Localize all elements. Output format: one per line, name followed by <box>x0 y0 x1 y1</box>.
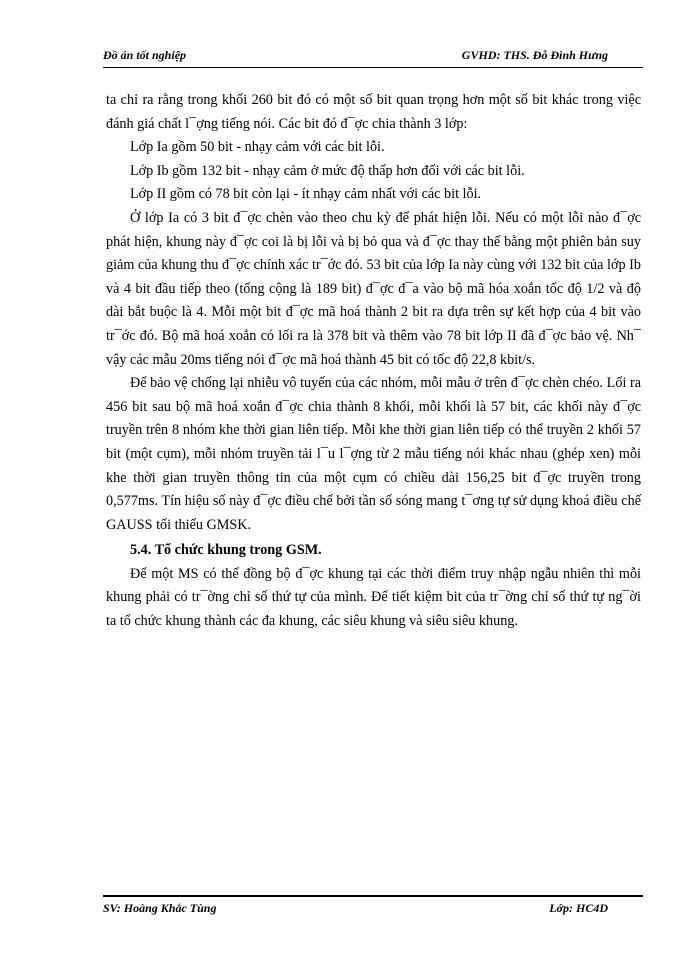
paragraph-2: Ở lớp Ia có 3 bit đ¯ợc chèn vào theo chu kỳ để phát hiện lỗi. Nếu có một lỗi nào đ¯ợc phát hiện, khung này đ¯ợc coi là bị lỗi và bị bỏ qua và đ¯ợc thay thế bằng một phiên bản suy giảm của khung thu đ¯ợc chính xác tr¯ớc đó. 53 bit của lớp Ia này cùng với 132 bit của lớp Ib và 4 bit đầu tiếp theo (tổng cộng là 189 bit) đ¯ợc đ¯a vào bộ mã hóa xoắn tốc độ 1/2 và độ dài bắt buộc là 4. Mỗi một bit đ¯ợc mã hoá thành 2 bit ra dựa trên sự kết hợp của 4 bit vào tr¯ớc đó. Bộ mã hoá xoắn có lối ra là 378 bit và thêm vào 78 bit lớp II đã đ¯ợc bảo vệ. Nh¯ vậy các mẫu 20ms tiếng nói đ¯ợc mã hoá thành 45 bit có tốc độ 22,8 kbit/s. <box>106 209 641 368</box>
paragraph-1: ta chỉ ra rằng trong khối 260 bit đó có một số bit quan trọng hơn một số bit khác trong việc đánh giá chất l¯ợng tiếng nói. Các bit đó đ¯ợc chia thành 3 lớp: <box>106 92 641 132</box>
footer-student: SV: Hoàng Khắc Tùng <box>103 901 217 915</box>
page-footer <box>103 901 608 916</box>
list-item-layer-ii: Lớp II gồm có 78 bit còn lại - ít nhạy cảm nhất với các bit lỗi. <box>130 186 482 203</box>
header-rule <box>103 67 643 68</box>
footer-rule <box>103 895 643 897</box>
page-header <box>103 48 608 63</box>
footer-class: Lớp: HC4D <box>549 901 608 915</box>
paragraph-3: Để bảo vệ chống lại nhiễu vô tuyến của các nhóm, mỗi mẫu ở trên đ¯ợc chèn chéo. Lối ra 456 bit sau bộ mã hoá xoắn đ¯ợc chia thành 8 khối, mỗi khối là 57 bit, các khối này đ¯ợc truyền trên 8 nhóm khe thời gian liên tiếp. Mỗi khe thời gian liên tiếp có thể truyền 2 khối 57 bit (một cụm), mỗi nhóm truyền tải l¯u l¯ợng từ 2 mẫu tiếng nói khác nhau (ghép xen) mỗi khe thời gian truyền thông tin của một cụm có chiều dài 156,25 bit đ¯ợc truyền trong 0,577ms. Tín hiệu số này đ¯ợc điều chế bởi tần số sóng mang t¯ơng tự sử dụng khoá điều chế GAUSS tối thiểu GMSK. <box>106 375 641 533</box>
header-title: Đồ án tốt nghiệp <box>103 48 187 62</box>
paragraph-4: Để một MS có thể đồng bộ đ¯ợc khung tại các thời điểm truy nhập ngẫu nhiên thì mỗi khung phải có tr¯ờng chỉ số thứ tự của mình. Để tiết kiệm bit của tr¯ờng chỉ số thứ tự ng¯ời ta tổ chức khung thành các đa khung, các siêu khung và siêu siêu khung. <box>106 565 641 630</box>
list-item-layer-ia: Lớp Ia gồm 50 bit - nhạy cảm với các bit lỗi. <box>130 139 385 156</box>
header-supervisor: GVHD: THS. Đỗ Đình Hưng <box>461 48 608 62</box>
document-body <box>106 89 641 634</box>
section-heading: 5.4. Tổ chức khung trong GSM. <box>130 542 322 559</box>
list-item-layer-ib: Lớp Ib gồm 132 bit - nhạy cảm ở mức độ thấp hơn đối với các bit lỗi. <box>130 162 525 179</box>
